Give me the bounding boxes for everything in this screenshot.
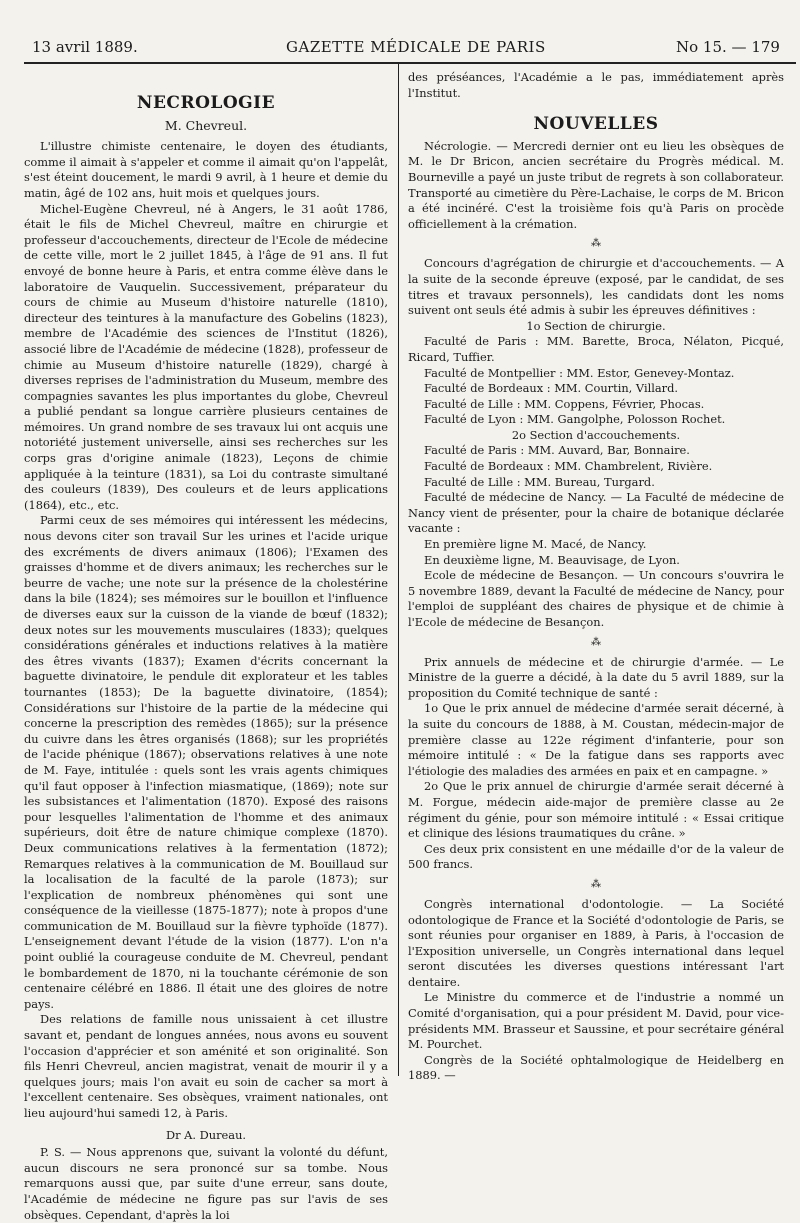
header-rule bbox=[24, 62, 796, 64]
faculty-line: Faculté de Lille : MM. Bureau, Turgard. bbox=[424, 474, 655, 489]
faculty-line: Faculté de Montpellier : MM. Estor, Genevey-Montaz. bbox=[424, 365, 735, 380]
news-heidelberg: Congrès de la Société ophtalmologique de Heidelberg en 1889. — bbox=[408, 1052, 784, 1083]
news-prix-2: 2o Que le prix annuel de chirurgie d'armée serait décerné à M. Forgue, médecin aide-major de première classe au 2e régiment du génie, pour son mémoire intitulé : « Essai critique et clinique des lésions traumatiques du crâne. » bbox=[408, 779, 784, 841]
faculty-line: Faculté de Bordeaux : MM. Chambrelent, Rivière. bbox=[424, 459, 713, 474]
section-heading: 1o Section de chirurgie. bbox=[526, 318, 666, 333]
column-divider bbox=[398, 64, 399, 1076]
continued-text: des préséances, l'Académie a le pas, immédiatement après l'Institut. bbox=[408, 70, 784, 100]
page-number: No 15. — 179 bbox=[676, 38, 780, 56]
news-odontologie: Congrès international d'odontologie. — La Société odontologique de France et la Société d'odontologie de Paris, se sont réunies pour organiser en 1889, à Paris, à l'occasion de l'Exposition universelle, un Congrès international dans lequel seront discutées les diverses questions intéressant l'art dentaire. bbox=[408, 896, 784, 989]
paragraph: Des relations de famille nous unissaient à cet illustre savant et, pendant de longues années, nous avons eu souvent l'occasion d'apprécier et son aménité et son originalité. Son fils Henri Chevreul, ancien magistrat, venait de mourir il y a quelques jours; mais l'on avait eu soin de cacher sa mort à l'excellent centenaire. Ses obsèques, vraiment nationales, ont lieu aujourd'hui samedi 12, à Paris. bbox=[24, 1012, 388, 1120]
separator-stars: ⁂ bbox=[591, 878, 601, 890]
necrologie-title: NECROLOGIE bbox=[136, 93, 276, 113]
faculty-line: Faculté de Paris : MM. Barette, Broca, Nélaton, Picqué, Ricard, Tuffier. bbox=[408, 334, 784, 364]
issue-date: 13 avril 1889. bbox=[32, 38, 138, 56]
news-nancy: Faculté de médecine de Nancy. — La Faculté de médecine de Nancy vient de présenter, pour la chaire de botanique déclarée vacante : bbox=[408, 490, 784, 536]
section-heading: 2o Section d'accouchements. bbox=[511, 427, 681, 442]
news-prix-1: 1o Que le prix annuel de médecine d'armée serait décerné, à la suite du concours de 1888, à M. Coustan, médecin-major de première classe au 122e régiment d'infanterie, pour son mémoire intitulé : « De la fatigue dans ses rapports avec l'étiologie des maladies des armées en paix et en campagne. » bbox=[408, 701, 784, 778]
faculty-line: Faculté de Lille : MM. Coppens, Février, Phocas. bbox=[424, 396, 705, 411]
nouvelles-title: NOUVELLES bbox=[533, 114, 659, 135]
chevreul-subtitle: M. Chevreul. bbox=[164, 117, 248, 133]
separator-stars: ⁂ bbox=[591, 636, 601, 648]
news-prix-3: Ces deux prix consistent en une médaille d'or de la valeur de 500 francs. bbox=[408, 841, 784, 872]
signature: Dr A. Dureau. bbox=[165, 1127, 247, 1142]
news-concours: Concours d'agrégation de chirurgie et d'accouchements. — A la suite de la seconde épreuve (exposé, par le candidat, de ses titres et travaux personnels), les candidats dont les noms suivent ont seuls été admis à subir les épreuves définitives : bbox=[408, 256, 784, 318]
paragraph: Parmi ceux de ses mémoires qui intéressent les médecins, nous devons citer son travail Sur les urines et l'acide urique des excréments de divers animaux (1806); l'Examen des graisses d'homme et de divers animaux; les recherches sur le beurre de vache; une note sur la présence de la cholestérine dans la bile (1824); ses mémoires sur le bouillon et l'influence de diverses eaux sur la cuisson de la viande de bœuf (1832); deux notes sur les mouvements musculaires (1833); quelques considérations générales et inductions relatives à la matière des êtres vivants (1837); Examen d'écrits concernant la baguette divinatoire, le pendule dit explorateur et les tables tournantes (1853); De la baguette divinatoire, (1854); Considérations sur l'histoire de la partie de la médecine qui concerne la prescription des remèdes (1865); sur la présence du cuivre dans les êtres organisés (1868); sur les propriétés de l'acide phénique (1867); observations relatives à une note de M. Faye, intitulée : quels sont les vrais agents chimiques qu'il faut opposer à l'infection miasmatique, (1869); note sur les subsistances et l'alimentation (1870). Exposé des raisons pour lesquelles l'alimentation de l'homme et des animaux supérieurs, doit être de nature chimique complexe (1870). Deux communications relatives à la fermentation (1872); Remarques relatives à la communication de M. Bouillaud sur la localisation de la faculté de la parole (1873); sur l'explication de nombreux phénomènes qui sont une conséquence de la vieillesse (1875-1877); note à propos d'une communication de M. Bouillaud sur la fièvre typhoïde (1877). L'enseignement devant l'étude de la vision (1877). L'on n'a point oublié la courageuse conduite de M. Chevreul, pendant le bombardement de 1870, ni la touchante cérémonie de son centenaire célébré en 1886. Il était une des gloires de notre pays. bbox=[24, 513, 388, 1011]
postscript: P. S. — Nous apprenons que, suivant la volonté du défunt, aucun discours ne sera prononcé sur sa tombe. Nous remarquons aussi que, par suite d'une erreur, sans doute, l'Académie de médecine ne figure pas sur l'avis de ses obsèques. Cependant, d'après la loi bbox=[24, 1145, 388, 1222]
faculty-line: Faculté de Lyon : MM. Gangolphe, Polosson Rochet. bbox=[424, 412, 726, 427]
left-column bbox=[24, 93, 388, 1223]
news-prix: Prix annuels de médecine et de chirurgie d'armée. — Le Ministre de la guerre a décidé, à la date du 5 avril 1889, sur la proposition du Comité technique de santé : bbox=[408, 654, 784, 700]
news-odontologie-2: Le Ministre du commerce et de l'industrie a nommé un Comité d'organisation, qui a pour président M. David, pour vice-présidents MM. Brasseur et Saussine, et pour secrétaire général M. Pourchet. bbox=[408, 990, 784, 1052]
paragraph: L'illustre chimiste centenaire, le doyen des étudiants, comme il aimait à s'appeler et comme il aimait qu'on l'appelât, s'est éteint doucement, le mardi 9 avril, à 1 heure et demie du matin, âgé de 102 ans, huit mois et quelques jours. bbox=[24, 139, 388, 200]
journal-title: GAZETTE MÉDICALE DE PARIS bbox=[286, 38, 546, 56]
right-column bbox=[408, 70, 784, 1084]
paragraph: Michel-Eugène Chevreul, né à Angers, le 31 août 1786, était le fils de Michel Chevreul, maître en chirurgie et professeur d'accouchements, directeur de l'Ecole de médecine de cette ville, mort le 2 juillet 1845, à l'âge de 91 ans. Il fut envoyé de bonne heure à Paris, et entra comme élève dans le laboratoire de Vauquelin. Successivement, préparateur du cours de chimie au Museum d'histoire naturelle (1810), directeur des teintures à la manufacture des Gobelins (1823), membre de l'Académie des sciences de l'Institut (1826), associé libre de l'Académie de médecine (1828), professeur de chimie au Museum d'histoire naturelle (1829), chargé à diverses reprises de l'administration du Museum, membre des compagnies savantes les plus importantes du globe, Chevreul a publié pendant sa longue carrière plusieurs centaines de mémoires. Un grand nombre de ses travaux lui ont acquis une notoriété justement universelle, ainsi ses recherches sur les corps gras d'origine animale (1823), Leçons de chimie appliquée à la teinture (1831), sa Loi du contraste simultané des couleurs (1839), Des couleurs et de leurs applications (1864), etc., etc. bbox=[24, 201, 388, 512]
news-nancy-line: En deuxième ligne, M. Beauvisage, de Lyon. bbox=[424, 552, 680, 567]
news-besancon: Ecole de médecine de Besançon. — Un concours s'ouvrira le 5 novembre 1889, devant la Faculté de médecine de Nancy, pour l'emploi de suppléant des chaires de physique et de chimie à l'Ecole de médecine de Besançon. bbox=[408, 568, 784, 629]
separator-stars: ⁂ bbox=[591, 238, 601, 250]
faculty-line: Faculté de Paris : MM. Auvard, Bar, Bonnaire. bbox=[424, 443, 690, 458]
news-necrologie: Nécrologie. — Mercredi dernier ont eu lieu les obsèques de M. le Dr Bricon, ancien secrétaire du Progrès médical. M. Bourneville a payé un juste tribut de regrets à son collaborateur. Transporté au cimetière du Père-Lachaise, le corps de M. Bricon a été incinéré. C'est la troisième fois qu'à Paris on procède officiellement à la crémation. bbox=[408, 138, 784, 231]
news-nancy-line: En première ligne M. Macé, de Nancy. bbox=[424, 537, 647, 552]
faculty-line: Faculté de Bordeaux : MM. Courtin, Villard. bbox=[424, 381, 679, 396]
page-header bbox=[0, 0, 800, 58]
